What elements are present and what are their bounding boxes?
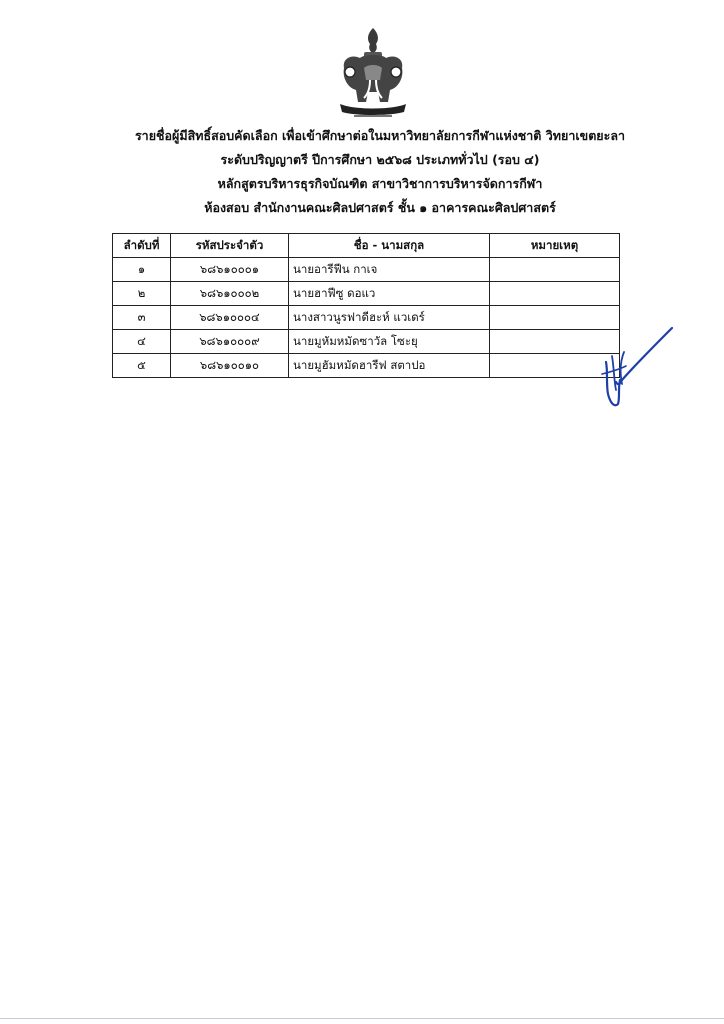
cell-index: ๕ xyxy=(113,354,171,378)
cell-index: ๓ xyxy=(113,306,171,330)
university-logo xyxy=(334,24,412,120)
table-header-row xyxy=(113,234,620,258)
cell-id: ๖๘๖๑๐๐๐๔ xyxy=(171,306,289,330)
handwritten-signature-icon xyxy=(596,322,676,412)
heading-line-degree: ระดับปริญญาตรี ปีการศึกษา ๒๕๖๘ ประเภททั่วไป (รอบ ๔) xyxy=(220,152,540,167)
cell-index: ๔ xyxy=(113,330,171,354)
heading-line-exam-room: ห้องสอบ สำนักงานคณะศิลปศาสตร์ ชั้น ๑ อาคารคณะศิลปศาสตร์ xyxy=(204,200,556,215)
document-headings xyxy=(100,124,660,220)
table-row xyxy=(113,258,620,282)
table-row xyxy=(113,354,620,378)
cell-remarks xyxy=(490,282,620,306)
signature xyxy=(596,322,676,412)
cell-name: นายมูหัมหมัดซาวัล โซะยุ xyxy=(289,330,490,354)
university-elephant-crest-icon xyxy=(334,24,412,120)
cell-name: นางสาวนูรฟาดีฮะห์ แวเดร์ xyxy=(289,306,490,330)
cell-id: ๖๘๖๑๐๐๑๐ xyxy=(171,354,289,378)
column-header-remarks: หมายเหตุ xyxy=(490,234,620,258)
column-header-id: รหัสประจำตัว xyxy=(171,234,289,258)
cell-index: ๒ xyxy=(113,282,171,306)
cell-id: ๖๘๖๑๐๐๐๙ xyxy=(171,330,289,354)
column-header-index: ลำดับที่ xyxy=(113,234,171,258)
heading-line-program: หลักสูตรบริหารธุรกิจบัณฑิต สาขาวิชาการบริหารจัดการกีฬา xyxy=(217,176,543,191)
table-row xyxy=(113,282,620,306)
cell-name: นายมูฮัมหมัดฮารีฟ สตาปอ xyxy=(289,354,490,378)
column-header-name: ชื่อ - นามสกุล xyxy=(289,234,490,258)
heading-line-title: รายชื่อผู้มีสิทธิ์สอบคัดเลือก เพื่อเข้าศึกษาต่อในมหาวิทยาลัยการกีฬาแห่งชาติ วิทยาเขตยะลา xyxy=(134,128,626,143)
cell-id: ๖๘๖๑๐๐๐๑ xyxy=(171,258,289,282)
cell-id: ๖๘๖๑๐๐๐๒ xyxy=(171,282,289,306)
cell-remarks xyxy=(490,258,620,282)
candidate-table xyxy=(112,233,620,378)
cell-index: ๑ xyxy=(113,258,171,282)
cell-name: นายฮาฟีซู ดอแว xyxy=(289,282,490,306)
table-row xyxy=(113,330,620,354)
table-row xyxy=(113,306,620,330)
page-bottom-edge xyxy=(0,1018,724,1019)
cell-name: นายอารีฟีน กาเจ xyxy=(289,258,490,282)
